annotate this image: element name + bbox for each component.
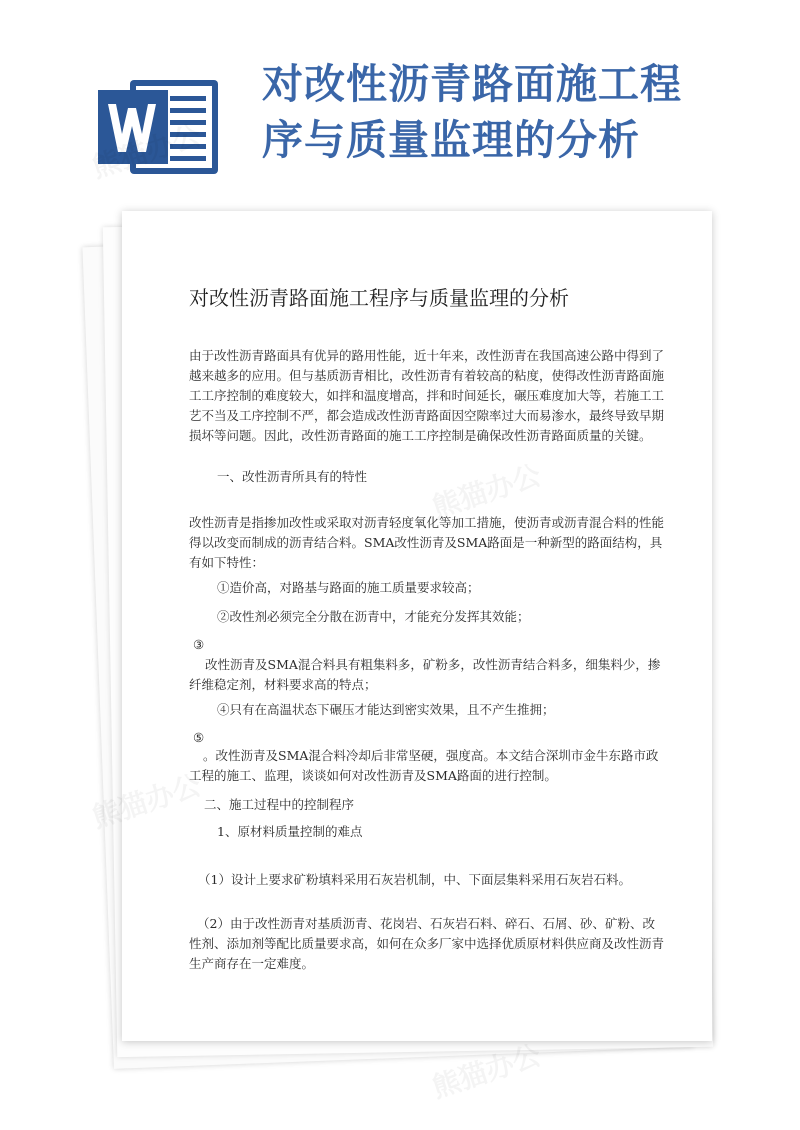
intro-paragraph: 由于改性沥青路面具有优异的路用性能，近十年来，改性沥青在我国高速公路中得到了越来越多的应用。但与基质沥青相比，改性沥青有着较高的粘度，使得改性沥青路面施工工序控制的难度较大，如拌和温度增高，拌和时间延长，碾压难度加大等，若施工工艺不当及工序控制不严，都会造成改性沥青路面因空隙率过大而易渗水，最终导致早期损坏等问题。因此，改性沥青路面的施工工序控制是确保改性沥青路面质量的关键。 (189, 348, 665, 443)
list-item-4: ④只有在高温状态下碾压才能达到密实效果，且不产生推拥； (217, 702, 555, 717)
title-line-1: 对改性沥青路面施工程 (262, 60, 682, 108)
list-item-3-number: ③ (193, 637, 205, 652)
list-item-5: 。改性沥青及SMA混合料冷却后非常坚硬，强度高。本文结合深圳市金牛东路市政工程的施工、监理，谈谈如何对改性沥青及SMA路面的进行控制。 (189, 748, 659, 783)
subsection-heading-1: 1、原材料质量控制的难点 (217, 824, 363, 839)
list-item-2: ②改性剂必须完全分散在沥青中，才能充分发挥其效能； (217, 609, 530, 624)
list-item-3: 改性沥青及SMA混合料具有粗集料多，矿粉多，改性沥青结合料多，细集料少，掺纤维稳定剂，材料要求高的特点； (189, 657, 661, 692)
document-title (262, 56, 782, 168)
definition-paragraph: 改性沥青是指掺加改性或采取对沥青轻度氧化等加工措施，使沥青或沥青混合料的性能得以改变而制成的沥青结合料。SMA改性沥青及SMA路面是一种新型的路面结构，具有如下特性： (189, 515, 665, 570)
section-heading-2: 二、施工过程中的控制程序 (204, 797, 355, 812)
point-1: （1）设计上要求矿粉填料采用石灰岩机制，中、下面层集料采用石灰岩石料。 (198, 872, 631, 887)
title-line-2: 序与质量监理的分析 (262, 116, 640, 164)
word-icon (96, 72, 224, 182)
page-heading: 对改性沥青路面施工程序与质量监理的分析 (189, 286, 569, 310)
point-2: （2）由于改性沥青对基质沥青、花岗岩、石灰岩石料、碎石、石屑、砂、矿粉、改性剂、添加剂等配比质量要求高，如何在众多厂家中选择优质原材料供应商及改性沥青生产商存在一定难度。 (189, 916, 665, 971)
list-item-5-number: ⑤ (193, 730, 205, 745)
list-item-1: ①造价高，对路基与路面的施工质量要求较高； (217, 580, 480, 595)
section-heading-1: 一、改性沥青所具有的特性 (217, 469, 368, 484)
